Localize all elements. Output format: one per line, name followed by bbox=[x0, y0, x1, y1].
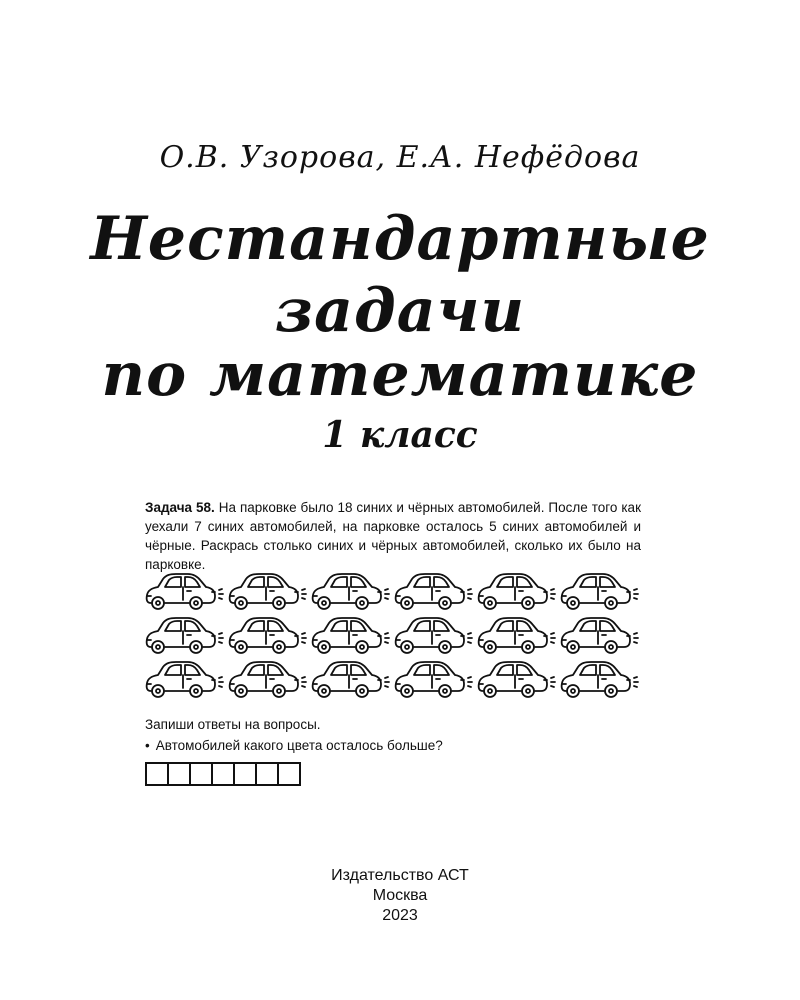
answer-cell[interactable] bbox=[211, 762, 235, 786]
book-title-line-3: по математике bbox=[101, 340, 699, 410]
answers-instruction: Запиши ответы на вопросы. bbox=[145, 717, 321, 732]
car-icon[interactable] bbox=[558, 614, 640, 658]
car-icon[interactable] bbox=[558, 658, 640, 702]
car-icon[interactable] bbox=[392, 658, 474, 702]
task-text-block bbox=[145, 498, 641, 574]
car-icon[interactable] bbox=[309, 658, 391, 702]
answer-cell[interactable] bbox=[189, 762, 213, 786]
car-icon[interactable] bbox=[558, 570, 640, 614]
publisher-block bbox=[0, 866, 800, 926]
car-icon[interactable] bbox=[475, 570, 557, 614]
answer-cell[interactable] bbox=[233, 762, 257, 786]
car-icon[interactable] bbox=[143, 614, 225, 658]
answer-cell[interactable] bbox=[255, 762, 279, 786]
car-icon[interactable] bbox=[143, 658, 225, 702]
task-text: На парковке было 18 синих и чёрных автомобилей. После того как уехали 7 синих автомобилей, на парковке осталось 5 синих автомобилей и чёрные. Раскрась столько синих и чёрных автомобилей, сколько их было на парковке. bbox=[145, 500, 641, 572]
car-icon[interactable] bbox=[392, 570, 474, 614]
answer-cells bbox=[145, 762, 301, 786]
book-title-line-2: задачи bbox=[274, 276, 526, 346]
publisher-year: 2023 bbox=[382, 907, 418, 924]
task-label: Задача 58. bbox=[145, 500, 215, 515]
question-item bbox=[145, 738, 443, 753]
car-icon[interactable] bbox=[475, 658, 557, 702]
answer-cell[interactable] bbox=[145, 762, 169, 786]
car-icon[interactable] bbox=[309, 570, 391, 614]
car-icon[interactable] bbox=[226, 658, 308, 702]
grade-label: 1 класс bbox=[322, 414, 478, 456]
car-icon[interactable] bbox=[226, 570, 308, 614]
car-icon[interactable] bbox=[226, 614, 308, 658]
car-icon[interactable] bbox=[309, 614, 391, 658]
book-title-line-1: Нестандартные bbox=[90, 204, 710, 274]
question-text: Автомобилей какого цвета осталось больше? bbox=[155, 738, 443, 753]
authors: О.В. Узорова, Е.А. Нефёдова bbox=[159, 140, 641, 175]
answer-cell[interactable] bbox=[277, 762, 301, 786]
answer-cell[interactable] bbox=[167, 762, 191, 786]
car-icon[interactable] bbox=[143, 570, 225, 614]
publisher-name: Издательство АСТ bbox=[331, 867, 469, 884]
car-grid bbox=[143, 570, 643, 700]
publisher-city: Москва bbox=[372, 887, 428, 904]
bullet: • bbox=[145, 738, 150, 753]
car-icon[interactable] bbox=[475, 614, 557, 658]
car-icon[interactable] bbox=[392, 614, 474, 658]
